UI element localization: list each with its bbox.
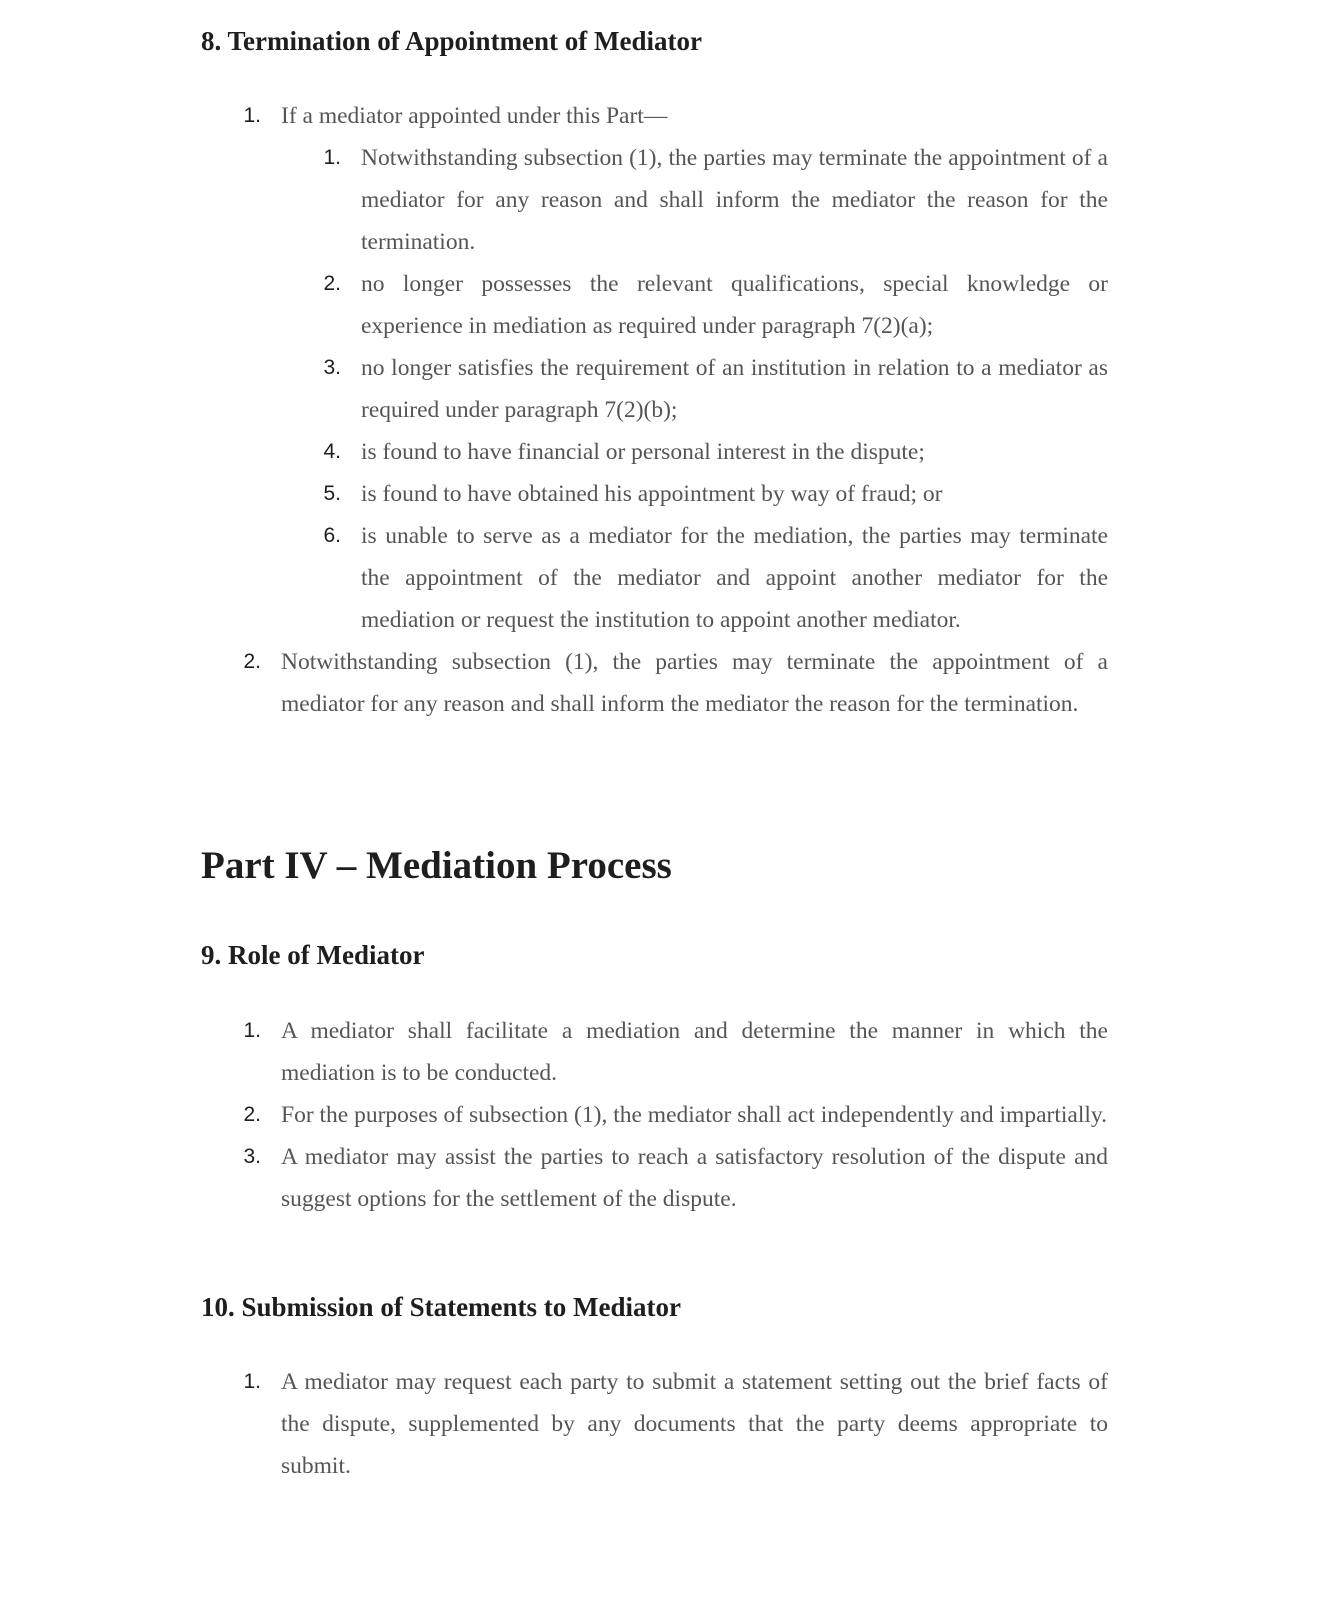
list-item-text: A mediator shall facilitate a mediation and determine the manner in which the mediation is to be conducted. (281, 1018, 1108, 1086)
sub-list-item-text: is unable to serve as a mediator for the mediation, the parties may terminate the appointment of the mediator and appoint another mediator for the mediation or request the institution to appoint another mediator. (361, 523, 1108, 633)
sub-list-item-number: 1. (323, 146, 341, 169)
list-item (201, 641, 1108, 725)
list-item (201, 95, 1108, 641)
sub-list-item-number: 2. (323, 272, 341, 295)
sub-list-item-number: 4. (323, 440, 341, 463)
sub-list-item (201, 473, 1108, 515)
list-item (201, 1136, 1108, 1220)
list-item-number: 1. (243, 1019, 261, 1042)
section-9-list (201, 1010, 1108, 1220)
sub-list-item-number: 3. (323, 356, 341, 379)
list-item-text: A mediator may request each party to submit a statement setting out the brief facts of the dispute, supplemented by any documents that the party deems appropriate to submit. (281, 1369, 1108, 1479)
list-item-text: A mediator may assist the parties to reach a satisfactory resolution of the dispute and suggest options for the settlement of the dispute. (281, 1144, 1108, 1212)
list-item-number: 1. (243, 1370, 261, 1393)
sub-list-item (201, 431, 1108, 473)
list-item (201, 1094, 1108, 1136)
section-8-sublist (281, 137, 1108, 641)
list-item (201, 1361, 1108, 1487)
sub-list-item (201, 347, 1108, 431)
section-10-heading: 10. Submission of Statements to Mediator (201, 1292, 681, 1322)
list-item-number: 1. (243, 104, 261, 127)
section-8-heading: 8. Termination of Appointment of Mediator (201, 26, 703, 56)
sub-list-item-text: is found to have financial or personal interest in the dispute; (361, 439, 925, 465)
sub-list-item-number: 5. (323, 482, 341, 505)
sub-list-item-text: no longer possesses the relevant qualifications, special knowledge or experience in mediation as required under paragraph 7(2)(a); (361, 271, 1108, 339)
sub-list-item-text: is found to have obtained his appointment by way of fraud; or (361, 481, 943, 507)
list-item-number: 2. (243, 650, 261, 673)
list-item-text: For the purposes of subsection (1), the mediator shall act independently and impartially. (281, 1102, 1107, 1128)
section-8-list (201, 95, 1108, 725)
list-item-text: If a mediator appointed under this Part— (281, 103, 668, 129)
sub-list-item (201, 263, 1108, 347)
list-item-number: 3. (243, 1145, 261, 1168)
section-9-heading: 9. Role of Mediator (201, 940, 425, 970)
sub-list-item-text: Notwithstanding subsection (1), the parties may terminate the appointment of a mediator for any reason and shall inform the mediator the reason for the termination. (361, 145, 1108, 255)
list-item-number: 2. (243, 1103, 261, 1126)
section-10-list (201, 1361, 1108, 1487)
sub-list-item-text: no longer satisfies the requirement of an institution in relation to a mediator as required under paragraph 7(2)(b); (361, 355, 1108, 423)
sub-list-item (201, 137, 1108, 263)
part-4-heading: Part IV – Mediation Process (201, 844, 672, 887)
sub-list-item-number: 6. (323, 524, 341, 547)
list-item (201, 1010, 1108, 1094)
list-item-text: Notwithstanding subsection (1), the parties may terminate the appointment of a mediator for any reason and shall inform the mediator the reason for the termination. (281, 649, 1108, 717)
sub-list-item (201, 515, 1108, 641)
